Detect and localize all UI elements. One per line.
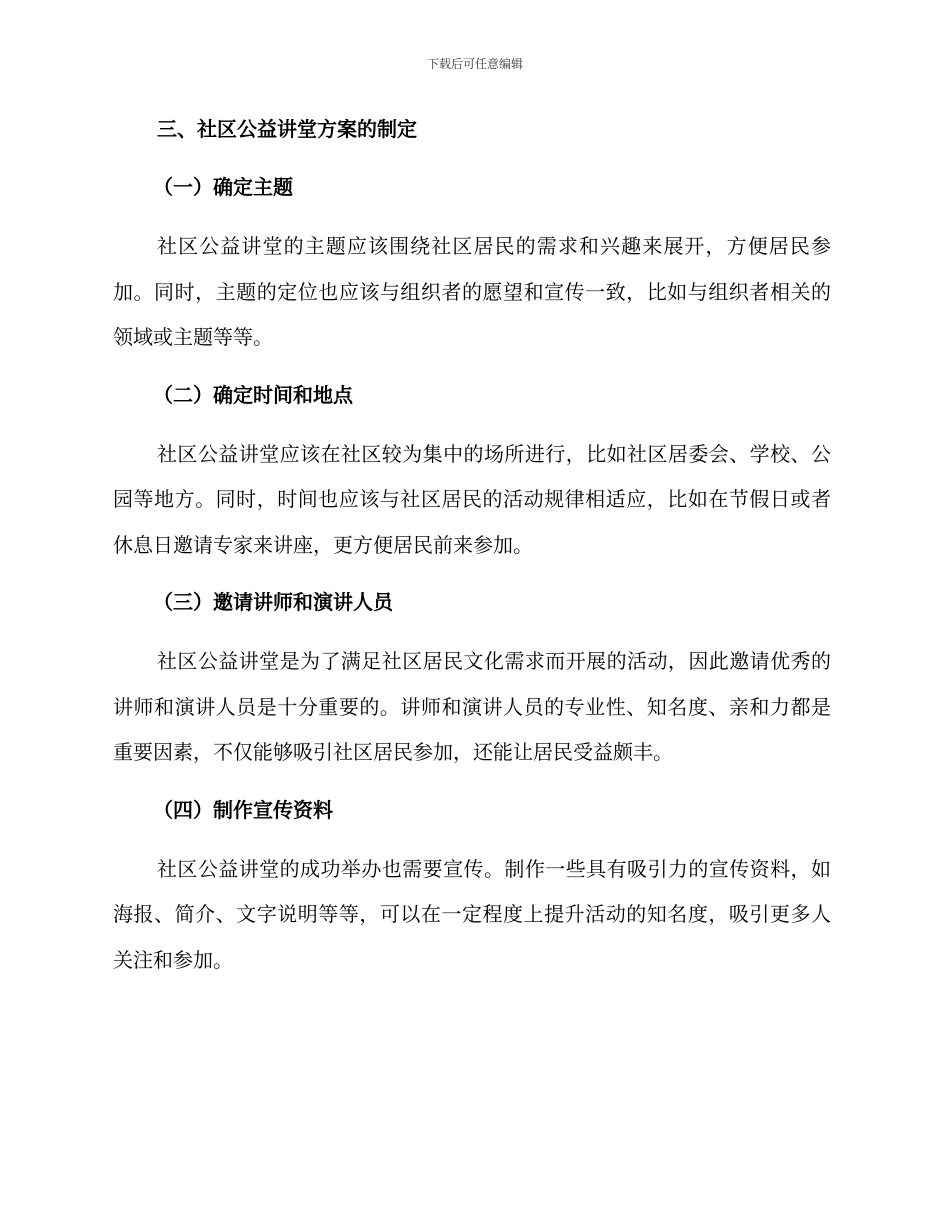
subsection-title-topic: （一）确定主题 — [153, 175, 293, 199]
subsection-title-speakers: （三）邀请讲师和演讲人员 — [153, 590, 393, 614]
subsection-title-promotion: （四）制作宣传资料 — [153, 797, 333, 822]
page-header-note: 下载后可任意编辑 — [426, 57, 523, 71]
document-content — [113, 108, 831, 996]
subsection-title-time-place: （二）确定时间和地点 — [153, 382, 353, 407]
subsection-body-time-place: 社区公益讲堂应该在社区较为集中的场所进行，比如社区居委会、学校、公园等地方。同时，时间也应该与社区居民的活动规律相适应，比如在节假日或者休息日邀请专家来讲座，更方便居民前来参加。 — [113, 441, 831, 557]
subsection-body-speakers: 社区公益讲堂是为了满足社区居民文化需求而开展的活动，因此邀请优秀的讲师和演讲人员是十分重要的。讲师和演讲人员的专业性、知名度、亲和力都是重要因素，不仅能够吸引社区居民参加，还能让居民受益颇丰。 — [113, 649, 831, 764]
subsection-body-promotion: 社区公益讲堂的成功举办也需要宣传。制作一些具有吸引力的宣传资料，如海报、简介、文字说明等等，可以在一定程度上提升活动的知名度，吸引更多人关注和参加。 — [113, 856, 831, 972]
subsection-body-topic: 社区公益讲堂的主题应该围绕社区居民的需求和兴趣来展开，方便居民参加。同时，主题的定位也应该与组织者的愿望和宣传一致，比如与组织者相关的领域或主题等等。 — [113, 234, 831, 349]
section-title: 三、社区公益讲堂方案的制定 — [157, 117, 417, 141]
